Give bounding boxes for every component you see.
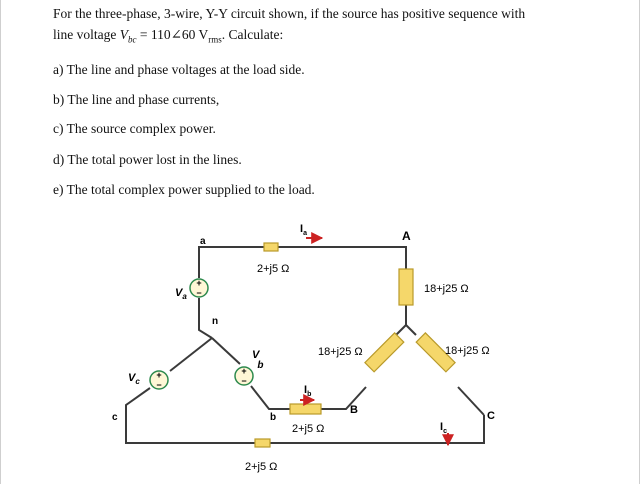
plus-sign-b: + xyxy=(241,366,247,376)
unit-subscript: rms xyxy=(208,34,222,45)
wire-load-C-to-C xyxy=(458,387,484,415)
wire-n-to-source-c xyxy=(170,338,212,371)
voltage-source-b xyxy=(235,366,253,386)
load-impedance-A xyxy=(399,269,413,305)
wire-neutral-to-load-C xyxy=(406,325,416,335)
voltage-subscript: bc xyxy=(127,34,137,45)
current-label-Ib: $I_b$ xyxy=(304,384,312,398)
plus-sign-c: + xyxy=(156,370,162,380)
wire-source-a-to-n xyxy=(199,298,212,338)
question-e: e) The total complex power supplied to the load. xyxy=(53,182,315,197)
line-impedance-c xyxy=(255,439,270,447)
voltage-source-c xyxy=(150,370,168,390)
wire-neutral-to-load-B xyxy=(396,325,406,335)
load-impedance-A-label: 18+j25 Ω xyxy=(424,283,469,295)
wire-line-a xyxy=(199,247,264,278)
question-d: d) The total power lost in the lines. xyxy=(53,152,242,167)
wire-source-c-to-c xyxy=(126,388,255,443)
node-label-B: B xyxy=(350,404,358,416)
load-impedance-C-label: 18+j25 Ω xyxy=(445,345,490,357)
line-impedance-b-label: 2+j5 Ω xyxy=(292,423,325,435)
load-impedance-B xyxy=(365,333,404,372)
wire-line-b-right xyxy=(321,387,366,409)
line-impedance-a-label: 2+j5 Ω xyxy=(257,263,290,275)
source-label-Vc: $V_c$ xyxy=(128,372,140,386)
question-b: b) The line and phase currents, xyxy=(53,92,220,107)
node-label-n: n xyxy=(212,316,219,327)
node-label-b: b xyxy=(270,412,277,423)
wire-source-b-to-b xyxy=(251,386,290,409)
minus-sign-c: − xyxy=(156,380,162,390)
voltage-symbol: V xyxy=(119,27,128,42)
current-label-Ia: $I_a$ xyxy=(300,223,307,237)
intro-text: line voltage xyxy=(53,27,120,42)
minus-sign-b: − xyxy=(241,376,247,386)
source-label-Va: $V_a$ xyxy=(175,287,187,301)
load-impedance-B-label: 18+j25 Ω xyxy=(318,346,363,358)
current-label-Ic: $I_c$ xyxy=(440,421,447,435)
wire-line-a-right xyxy=(276,247,406,269)
node-label-A: A xyxy=(402,229,411,243)
minus-sign-a: − xyxy=(196,288,202,298)
plus-sign-a: + xyxy=(196,278,202,288)
node-label-a: a xyxy=(200,236,206,247)
node-label-c: c xyxy=(112,412,118,423)
voltage-value: = 110∠60 V xyxy=(136,27,209,42)
line-impedance-c-label: 2+j5 Ω xyxy=(245,461,278,473)
question-a: a) The line and phase voltages at the load side. xyxy=(53,62,305,77)
question-c: c) The source complex power. xyxy=(53,121,216,136)
intro-tail: . Calculate: xyxy=(221,27,284,42)
wire-n-to-source-b xyxy=(212,338,240,364)
line-impedance-a xyxy=(264,243,278,251)
problem-intro-line-1: For the three-phase, 3-wire, Y-Y circuit shown, if the source has positive sequence with xyxy=(53,6,526,21)
source-label-Vb: V b xyxy=(252,349,264,371)
voltage-source-a xyxy=(190,278,208,298)
node-label-C: C xyxy=(487,410,495,422)
line-impedance-b xyxy=(290,404,321,414)
